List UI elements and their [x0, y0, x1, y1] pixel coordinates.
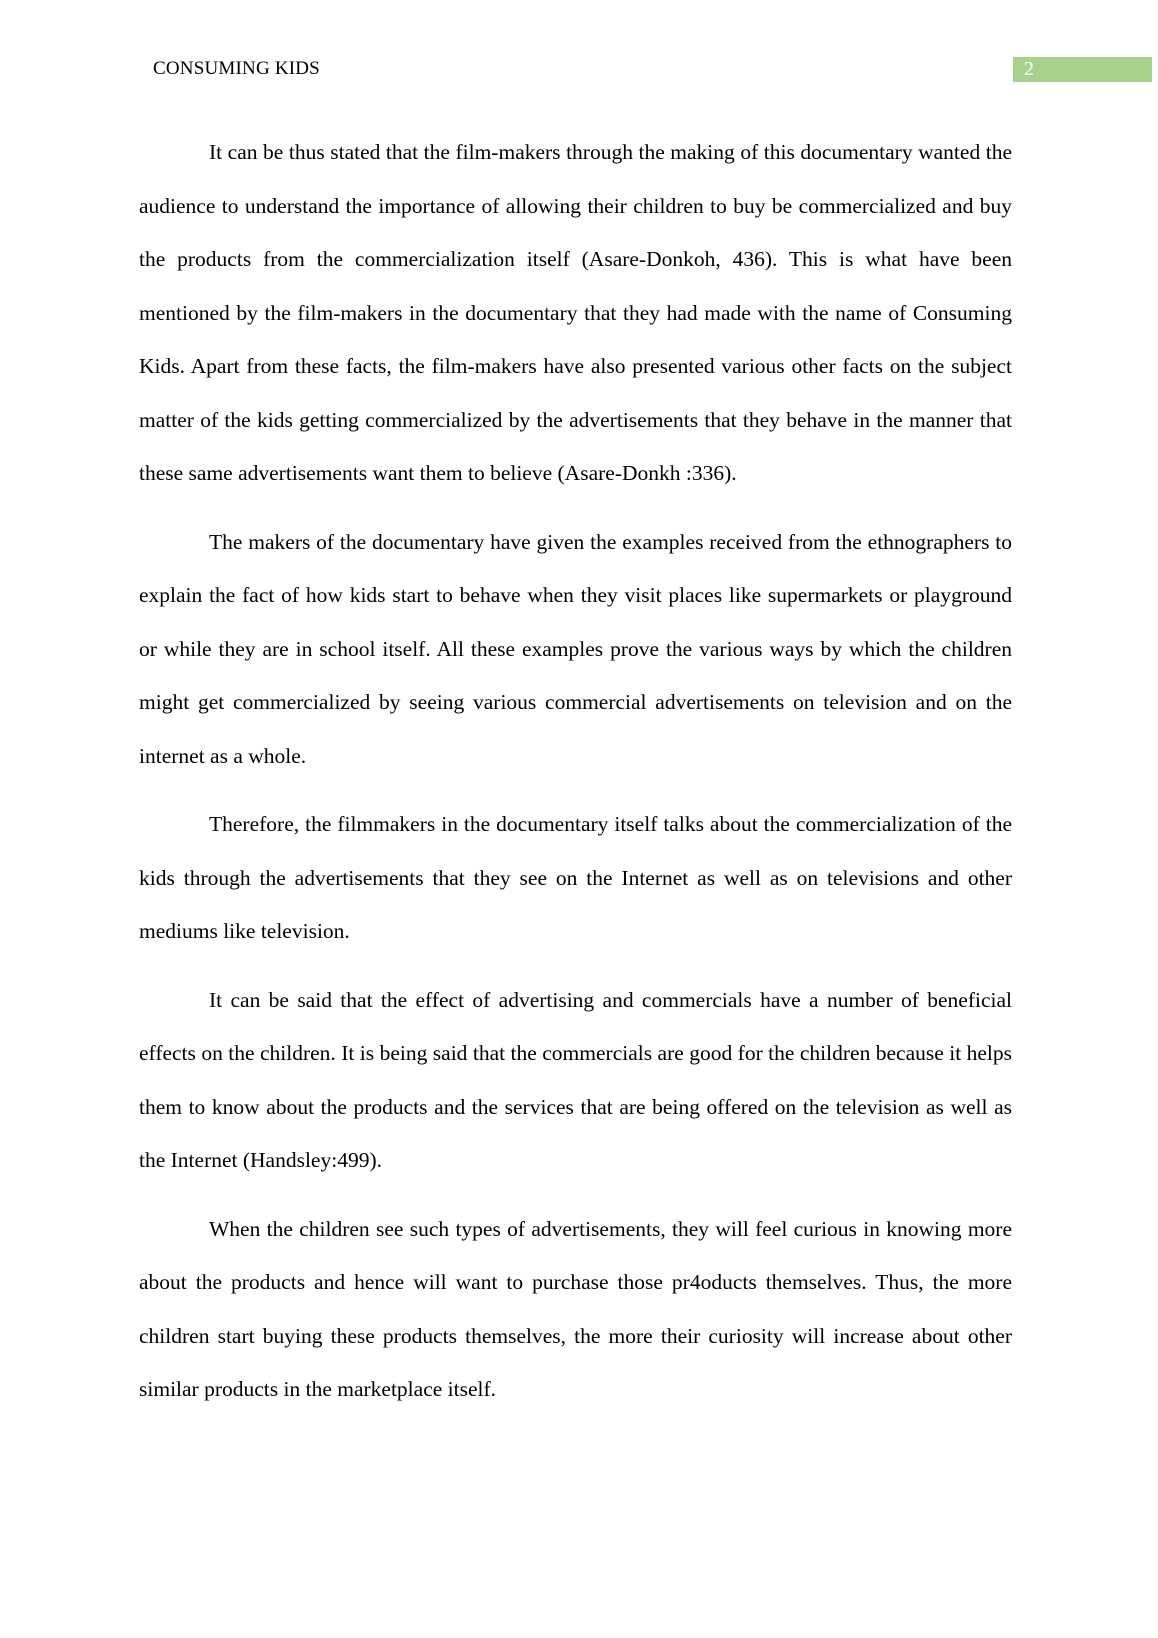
paragraph: Therefore, the filmmakers in the documentary itself talks about the commercialization of the kids through the advertisements that they see on the Internet as well as on televisions and other mediums like television.	[139, 812, 1012, 943]
document-body	[139, 126, 1012, 1432]
page-number: 2	[1024, 58, 1034, 80]
running-head: CONSUMING KIDS	[153, 58, 320, 79]
page-header	[0, 0, 1158, 100]
paragraph: It can be thus stated that the film-makers through the making of this documentary wanted the audience to understand the importance of allowing their children to buy be commercialized and buy the products from the commercialization itself (Asare-Donkoh, 436). This is what have been mentioned by the film-makers in the documentary that they had made with the name of Consuming Kids. Apart from these facts, the film-makers have also presented various other facts on the subject matter of the kids getting commercialized by the advertisements that they behave in the manner that these same advertisements want them to believe (Asare-Donkh :336).	[139, 140, 1012, 485]
page-number-box	[1013, 57, 1152, 82]
paragraph: The makers of the documentary have given the examples received from the ethnographers to explain the fact of how kids start to behave when they visit places like supermarkets or playground or while they are in school itself. All these examples prove the various ways by which the children might get commercialized by seeing various commercial advertisements on television and on the internet as a whole.	[139, 529, 1012, 768]
paragraph: It can be said that the effect of advertising and commercials have a number of beneficial effects on the children. It is being said that the commercials are good for the children because it helps them to know about the products and the services that are being offered on the television as well as the Internet (Handsley:499).	[139, 987, 1012, 1172]
paragraph: When the children see such types of advertisements, they will feel curious in knowing more about the products and hence will want to purchase those pr4oducts themselves. Thus, the more children start buying these products themselves, the more their curiosity will increase about other similar products in the marketplace itself.	[139, 1216, 1012, 1401]
